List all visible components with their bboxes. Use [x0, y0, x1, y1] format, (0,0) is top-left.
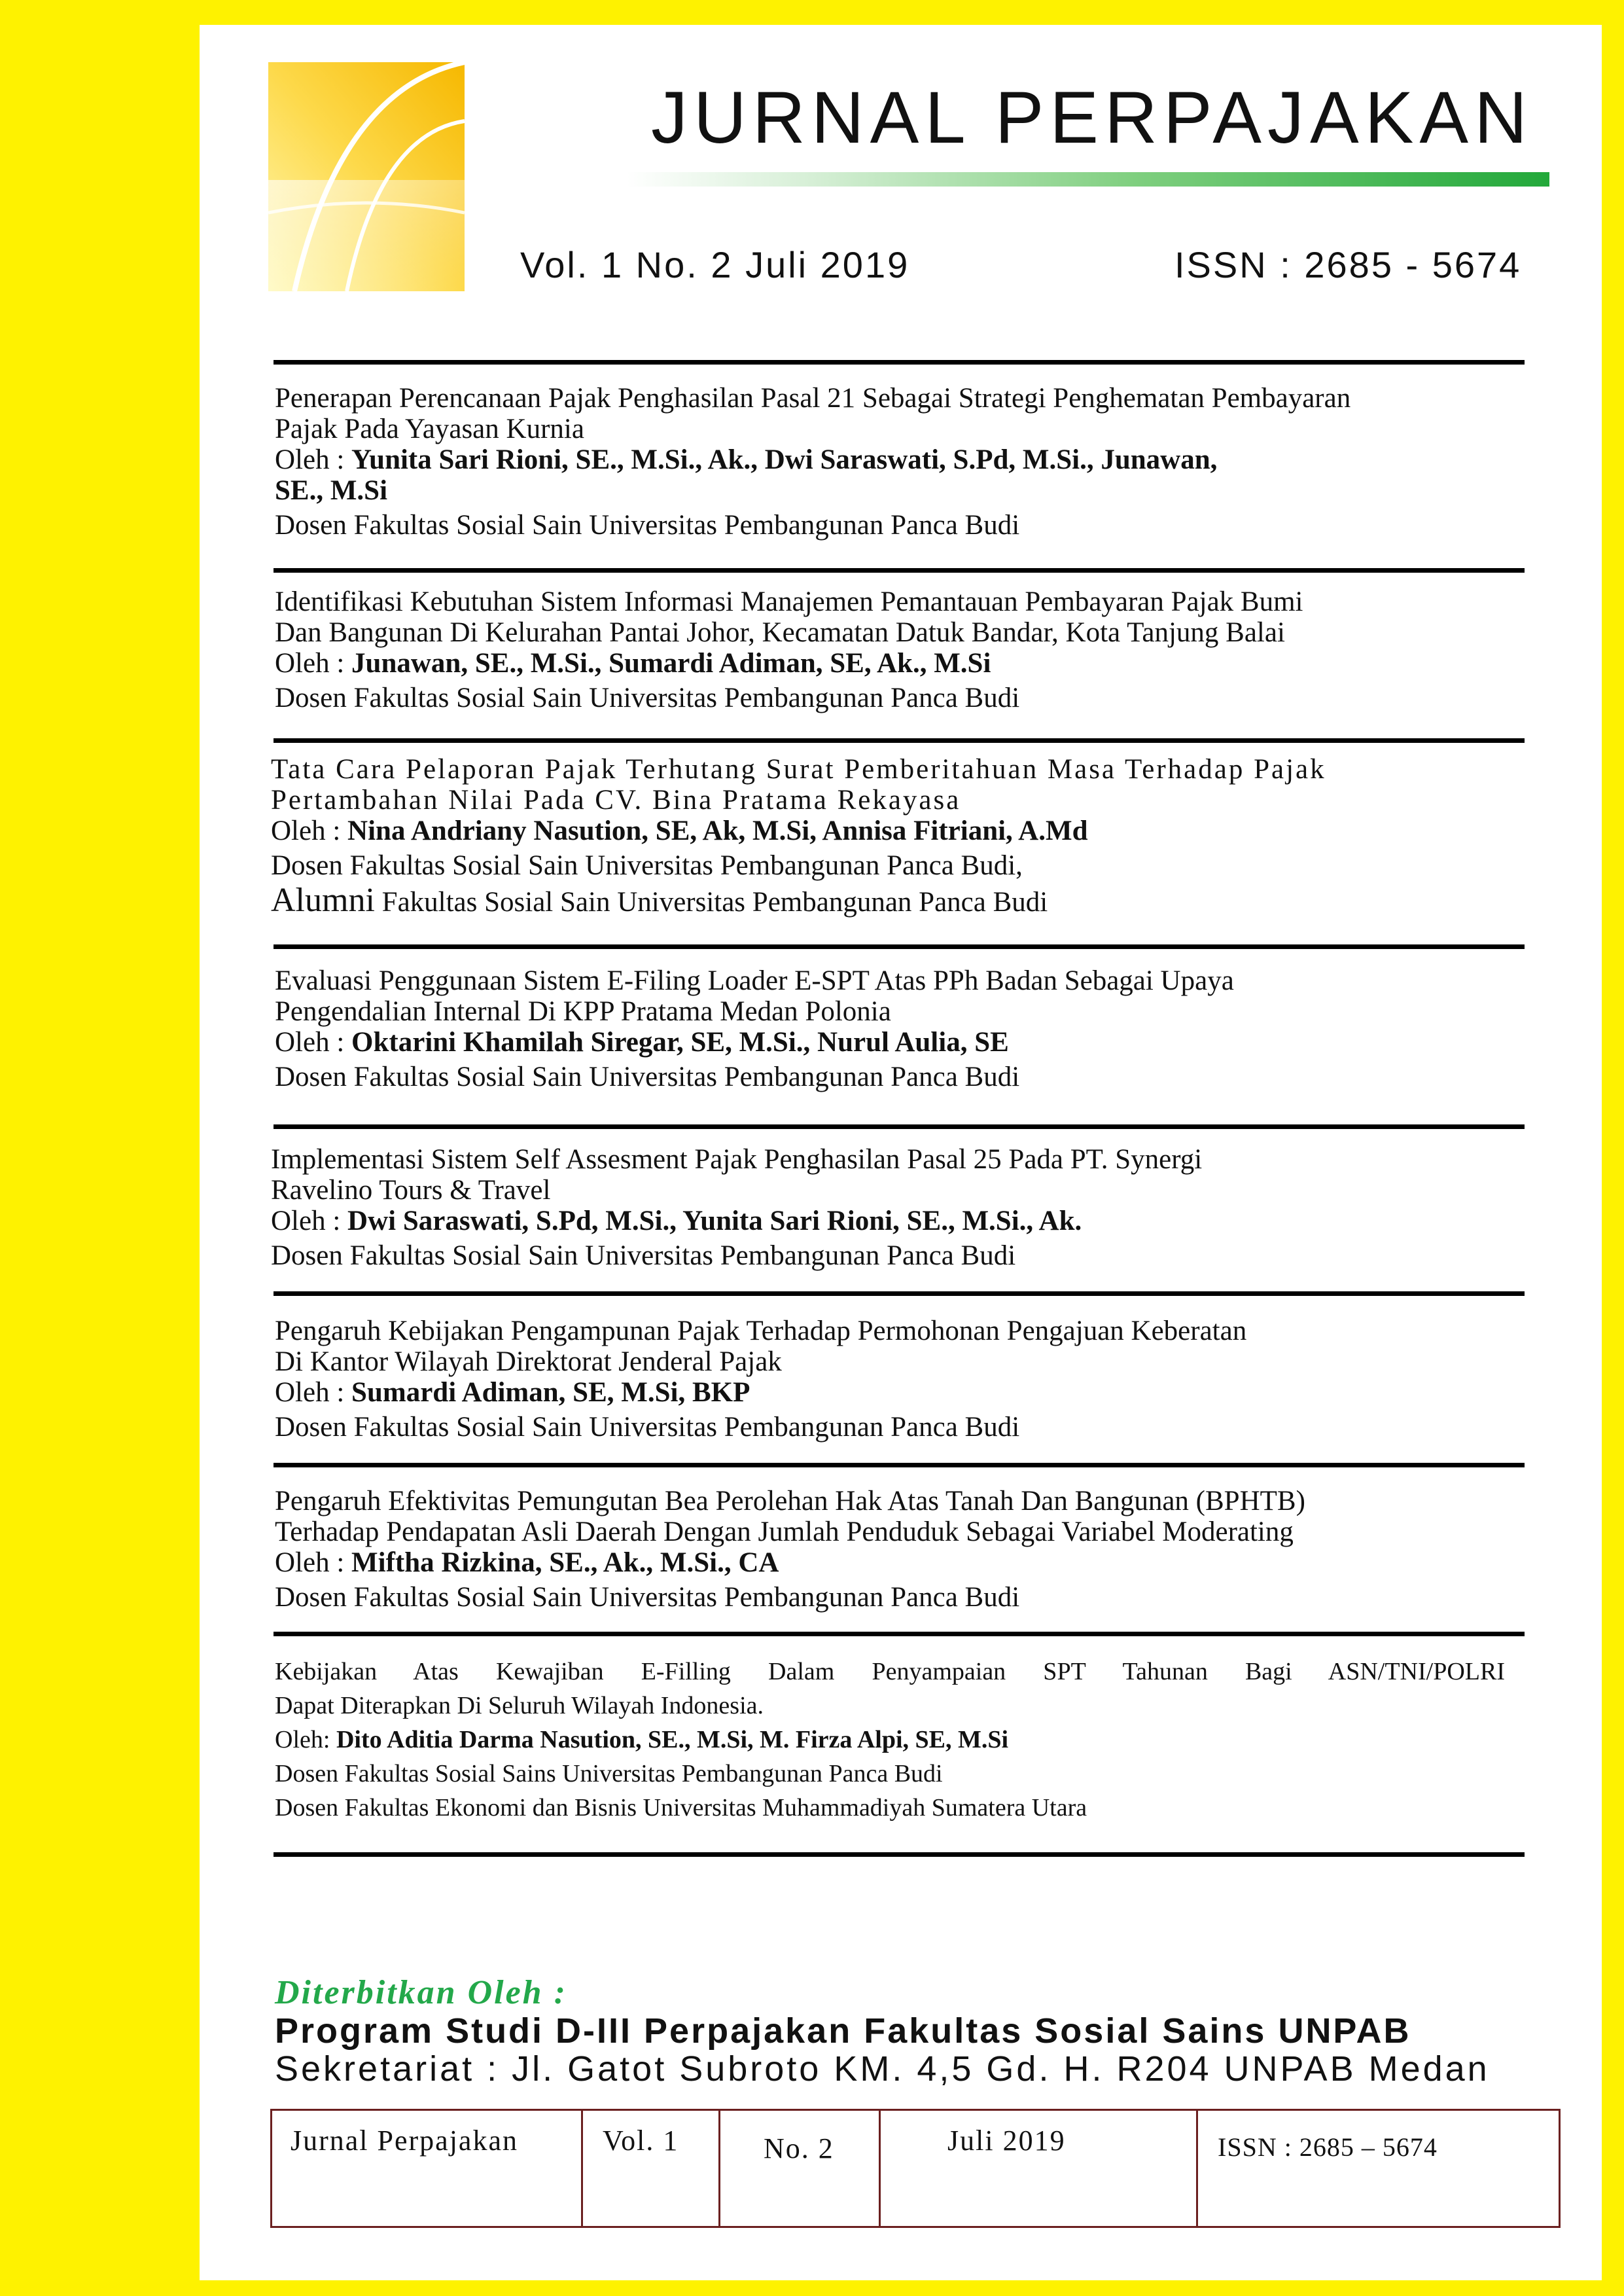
- divider-rule: [274, 1632, 1525, 1636]
- article-affiliation: Dosen Fakultas Sosial Sain Universitas Pembangunan Panca Budi: [271, 1240, 1016, 1271]
- article-authors: Oleh : Sumardi Adiman, SE, M.Si, BKP: [275, 1377, 750, 1408]
- footer-number: No. 2: [720, 2111, 881, 2226]
- publisher-program: Program Studi D-III Perpajakan Fakultas Sosial Sains UNPAB: [275, 2011, 1411, 2051]
- article-affiliation: Dosen Fakultas Sosial Sain Universitas Pembangunan Panca Budi: [275, 510, 1020, 541]
- article-title: Di Kantor Wilayah Direktorat Jenderal Pajak: [275, 1346, 782, 1377]
- yellow-frame-left: [0, 0, 200, 2296]
- article-authors: Oleh : Miftha Rizkina, SE., Ak., M.Si., CA: [275, 1547, 779, 1578]
- article-title: Evaluasi Penggunaan Sistem E-Filing Loader E-SPT Atas PPh Badan Sebagai Upaya: [275, 965, 1234, 996]
- publisher-address: Sekretariat : Jl. Gatot Subroto KM. 4,5 Gd. H. R204 UNPAB Medan: [275, 2049, 1490, 2089]
- article-title: Pajak Pada Yayasan Kurnia: [275, 414, 584, 444]
- article-entry: [275, 1486, 1531, 1613]
- article-affiliation: Alumni Fakultas Sosial Sain Universitas Pembangunan Panca Budi: [271, 882, 1048, 919]
- article-affiliation: Dosen Fakultas Sosial Sain Universitas Pembangunan Panca Budi: [275, 1412, 1020, 1443]
- divider-rule: [274, 360, 1525, 365]
- article-entry: [275, 1316, 1531, 1443]
- article-authors: Oleh : Junawan, SE., M.Si., Sumardi Adiman, SE, Ak., M.Si: [275, 648, 991, 679]
- divider-rule: [274, 1124, 1525, 1129]
- article-affiliation: Dosen Fakultas Sosial Sain Universitas Pembangunan Panca Budi: [275, 1062, 1020, 1092]
- article-title: Tata Cara Pelaporan Pajak Terhutang Surat Pemberitahuan Masa Terhadap Pajak: [271, 754, 1326, 785]
- footer-volume: Vol. 1: [583, 2111, 720, 2226]
- article-affiliation: Dosen Fakultas Sosial Sain Universitas Pembangunan Panca Budi: [275, 1582, 1020, 1613]
- divider-rule: [274, 1463, 1525, 1467]
- footer-date: Juli 2019: [881, 2111, 1198, 2226]
- article-title: Kebijakan Atas Kewajiban E-Filling Dalam Penyampaian SPT Tahunan Bagi ASN/TNI/POLRI: [275, 1658, 1505, 1685]
- article-title: Pertambahan Nilai Pada CV. Bina Pratama Rekayasa: [271, 785, 961, 816]
- article-authors: SE., M.Si: [275, 475, 388, 506]
- divider-rule: [274, 738, 1525, 743]
- article-entry: [271, 1144, 1527, 1271]
- volume-line: Vol. 1 No. 2 Juli 2019: [520, 244, 910, 285]
- yellow-frame-right: [1602, 0, 1624, 2296]
- article-entry: [275, 1655, 1505, 1825]
- divider-rule: [274, 944, 1525, 949]
- article-affiliation: Dosen Fakultas Sosial Sain Universitas Pembangunan Panca Budi,: [271, 850, 1023, 881]
- publisher-block: [275, 1973, 1551, 2089]
- article-affiliation: Dosen Fakultas Sosial Sain Universitas Pembangunan Panca Budi: [275, 683, 1020, 713]
- article-title: Pengaruh Efektivitas Pemungutan Bea Perolehan Hak Atas Tanah Dan Bangunan (BPHTB): [275, 1486, 1305, 1516]
- article-entry: [275, 383, 1531, 541]
- footer-issn: ISSN : 2685 – 5674: [1218, 2132, 1438, 2162]
- journal-logo-icon: [268, 62, 465, 291]
- yellow-frame-top: [0, 0, 1624, 25]
- article-title: Dapat Diterapkan Di Seluruh Wilayah Indonesia.: [275, 1692, 764, 1719]
- divider-rule: [274, 1852, 1525, 1857]
- article-title: Dan Bangunan Di Kelurahan Pantai Johor, Kecamatan Datuk Bandar, Kota Tanjung Balai: [275, 617, 1285, 648]
- footer-info-table: [270, 2109, 1561, 2228]
- article-title: Terhadap Pendapatan Asli Daerah Dengan Jumlah Penduduk Sebagai Variabel Moderating: [275, 1516, 1294, 1547]
- article-title: Identifikasi Kebutuhan Sistem Informasi Manajemen Pemantauan Pembayaran Pajak Bumi: [275, 586, 1303, 617]
- article-affiliation: Dosen Fakultas Sosial Sains Universitas Pembangunan Panca Budi: [275, 1760, 943, 1787]
- yellow-frame-bottom: [0, 2280, 1624, 2296]
- article-title: Implementasi Sistem Self Assesment Pajak Penghasilan Pasal 25 Pada PT. Synergi: [271, 1144, 1203, 1175]
- article-authors: Oleh : Dwi Saraswati, S.Pd, M.Si., Yunita Sari Rioni, SE., M.Si., Ak.: [271, 1206, 1082, 1236]
- article-authors: Oleh : Oktarini Khamilah Siregar, SE, M.Si., Nurul Aulia, SE: [275, 1027, 1009, 1058]
- article-authors: Oleh : Yunita Sari Rioni, SE., M.Si., Ak., Dwi Saraswati, S.Pd, M.Si., Junawan,: [275, 444, 1218, 475]
- article-authors: Oleh: Dito Aditia Darma Nasution, SE., M.Si, M. Firza Alpi, SE, M.Si: [275, 1726, 1009, 1753]
- divider-rule: [274, 568, 1525, 573]
- journal-title: JURNAL PERPAJAKAN: [651, 77, 1533, 158]
- article-entry: [275, 965, 1531, 1092]
- article-title: Ravelino Tours & Travel: [271, 1175, 551, 1206]
- publisher-label: Diterbitkan Oleh :: [275, 1974, 567, 2011]
- divider-rule: [274, 1291, 1525, 1296]
- article-affiliation: Dosen Fakultas Ekonomi dan Bisnis Universitas Muhammadiyah Sumatera Utara: [275, 1794, 1087, 1821]
- footer-journal: Jurnal Perpajakan: [272, 2111, 583, 2226]
- article-authors: Oleh : Nina Andriany Nasution, SE, Ak, M.Si, Annisa Fitriani, A.Md: [271, 816, 1088, 846]
- article-title: Penerapan Perencanaan Pajak Penghasilan Pasal 21 Sebagai Strategi Penghematan Pembayaran: [275, 383, 1351, 414]
- article-entry: [271, 754, 1527, 918]
- article-entry: [275, 586, 1531, 713]
- article-title: Pengaruh Kebijakan Pengampunan Pajak Terhadap Permohonan Pengajuan Keberatan: [275, 1316, 1247, 1346]
- title-gradient-bar: [627, 172, 1549, 187]
- article-title: Pengendalian Internal Di KPP Pratama Medan Polonia: [275, 996, 891, 1027]
- issn-line: ISSN : 2685 - 5674: [1174, 244, 1522, 285]
